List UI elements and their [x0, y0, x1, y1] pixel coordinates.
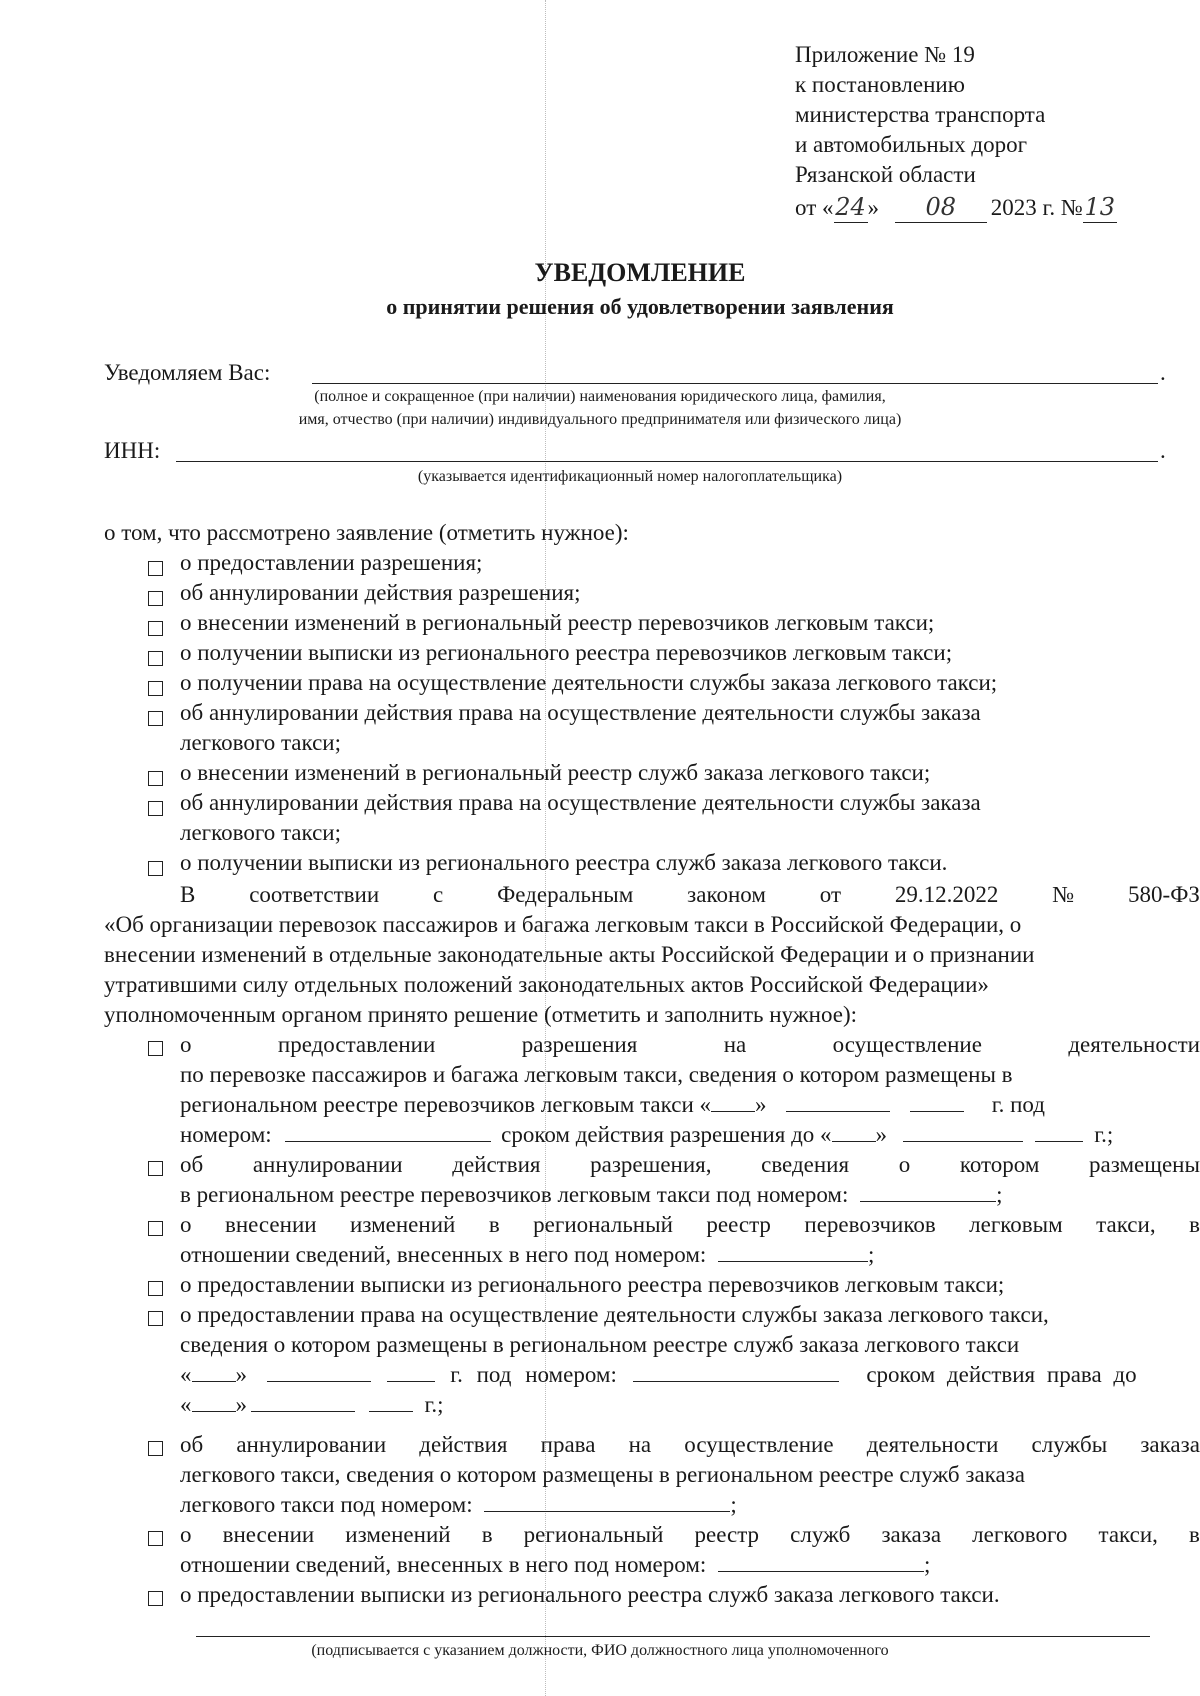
date-day: 24: [835, 193, 866, 221]
decision-word: региональный: [533, 1212, 673, 1237]
law-line-4: утратившими силу отдельных положений законодательных актов Российской Федерации»: [104, 972, 989, 997]
decision-word: внесении: [224, 1212, 317, 1237]
year-field[interactable]: [369, 1411, 413, 1412]
decision-word: действия: [419, 1432, 508, 1457]
checkbox-considered-9[interactable]: [148, 861, 163, 876]
considered-item-3: о внесении изменений в региональный реестр перевозчиков легковым такси;: [180, 610, 935, 635]
checkbox-decision-7[interactable]: [148, 1531, 163, 1546]
year-field[interactable]: [1035, 1141, 1083, 1142]
text: «: [180, 1362, 192, 1387]
considered-item-8-cont: легкового такси;: [180, 820, 341, 845]
text: »: [875, 1122, 888, 1147]
decision-word: службы: [1031, 1432, 1108, 1457]
decision-6-line-3: [180, 1490, 737, 1520]
notify-hint-2: имя, отчество (при наличии) индивидуального предпринимателя или физического лица): [298, 411, 902, 428]
decision-word: на: [723, 1032, 747, 1057]
signature-hint: (подписывается с указанием должности, ФИО должностного лица уполномоченного: [311, 1642, 889, 1659]
month-field[interactable]: [903, 1141, 1023, 1142]
text: ;: [868, 1242, 875, 1267]
law-word: от: [819, 882, 841, 907]
decision-5-line-3: [180, 1360, 1137, 1390]
month-field[interactable]: [786, 1111, 890, 1112]
decision-word: в: [481, 1522, 493, 1547]
date-prefix: от «: [795, 195, 834, 220]
decision-word: легкового: [972, 1522, 1068, 1547]
decision-word: об: [180, 1432, 204, 1457]
law-line-5: уполномоченным органом принято решение (отметить и заполнить нужное):: [104, 1002, 857, 1027]
day-field[interactable]: [192, 1381, 236, 1382]
decision-word: реестр: [694, 1522, 760, 1547]
header-line-3: министерства транспорта: [795, 102, 1046, 127]
year-field[interactable]: [910, 1111, 964, 1112]
law-word: с: [433, 882, 444, 907]
inn-label: ИНН:: [104, 438, 161, 463]
checkbox-considered-8[interactable]: [148, 801, 163, 816]
decision-word: региональный: [523, 1522, 664, 1547]
checkbox-decision-1[interactable]: [148, 1041, 163, 1056]
law-word: 580-ФЗ: [1128, 882, 1200, 907]
considered-item-7: о внесении изменений в региональный реестр служб заказа легкового такси;: [180, 760, 931, 785]
number-field[interactable]: [633, 1381, 839, 1382]
month-field[interactable]: [267, 1381, 371, 1382]
header-date-line: [795, 192, 1117, 223]
checkbox-considered-4[interactable]: [148, 651, 163, 666]
decision-word: в: [488, 1212, 500, 1237]
notify-end: .: [1160, 360, 1166, 385]
law-word: соответствии: [249, 882, 380, 907]
decision-6-line-2: легкового такси, сведения о котором размещены в региональном реестре служб заказа: [180, 1462, 1025, 1487]
decision-5-line-2: сведения о котором размещены в региональном реестре служб заказа легкового такси: [180, 1332, 1020, 1357]
law-line-3: внесении изменений в отдельные законодательные акты Российской Федерации и о признании: [104, 942, 1035, 967]
checkbox-decision-5[interactable]: [148, 1311, 163, 1326]
year-field[interactable]: [387, 1381, 435, 1382]
notify-hint-1: (полное и сокращенное (при наличии) наименования юридического лица, фамилия,: [314, 388, 886, 405]
text: сроком действия разрешения до «: [501, 1122, 832, 1147]
checkbox-decision-4[interactable]: [148, 1281, 163, 1296]
decision-word: на: [628, 1432, 652, 1457]
text: номером:: [180, 1122, 272, 1147]
decision-6-line-1: [180, 1430, 1200, 1460]
decision-word: внесении: [222, 1522, 315, 1547]
decision-word: размещены: [1089, 1152, 1200, 1177]
month-field[interactable]: [251, 1411, 355, 1412]
decision-word: котором: [959, 1152, 1040, 1177]
decision-2-line-2: [180, 1180, 1003, 1210]
decision-word: сведения: [761, 1152, 850, 1177]
day-field[interactable]: [832, 1141, 876, 1142]
date-month: 08: [895, 192, 987, 223]
decision-word: аннулировании: [236, 1432, 387, 1457]
decision-7-line-2: [180, 1550, 930, 1580]
number-field[interactable]: [718, 1571, 924, 1572]
day-field[interactable]: [711, 1111, 755, 1112]
decision-1-line-2: по перевозке пассажиров и багажа легковым такси, сведения о котором размещены в: [180, 1062, 1013, 1087]
decision-7-line-1: [180, 1520, 1200, 1550]
header-line-5: Рязанской области: [795, 162, 976, 187]
text: »: [755, 1092, 767, 1117]
checkbox-considered-3[interactable]: [148, 621, 163, 636]
checkbox-decision-2[interactable]: [148, 1161, 163, 1176]
decision-word: права: [540, 1432, 596, 1457]
text: »: [235, 1392, 247, 1417]
law-word: Федеральным: [497, 882, 634, 907]
checkbox-considered-5[interactable]: [148, 681, 163, 696]
considered-item-5: о получении права на осуществление деятельности службы заказа легкового такси;: [180, 670, 998, 695]
decision-word: предоставлении: [277, 1032, 436, 1057]
notify-label: Уведомляем Вас:: [104, 360, 271, 385]
decision-4: о предоставлении выписки из регионального реестра перевозчиков легковым такси;: [180, 1272, 1005, 1297]
text: ;: [996, 1182, 1003, 1207]
date-year: 2023 г. №: [990, 195, 1083, 220]
decision-1-line-3: [180, 1090, 1045, 1120]
decision-word: о: [898, 1152, 911, 1177]
decision-5-line-4: [180, 1390, 443, 1420]
considered-intro: о том, что рассмотрено заявление (отметить нужное):: [104, 520, 629, 545]
law-word: В: [180, 882, 196, 907]
text: г.;: [1094, 1122, 1114, 1147]
checkbox-considered-2[interactable]: [148, 591, 163, 606]
law-word: №: [1052, 882, 1075, 907]
header-line-1: Приложение № 19: [795, 42, 975, 67]
decision-word: о: [180, 1522, 192, 1547]
header-line-2: к постановлению: [795, 72, 965, 97]
text: отношении сведений, внесенных в него под номером:: [180, 1552, 707, 1577]
number-field[interactable]: [718, 1261, 868, 1262]
considered-item-4: о получении выписки из регионального реестра перевозчиков легковым такси;: [180, 640, 953, 665]
decision-word: о: [180, 1212, 192, 1237]
decision-8: о предоставлении выписки из регионального реестра служб заказа легкового такси.: [180, 1582, 1000, 1607]
text: «: [180, 1392, 192, 1417]
law-word: 29.12.2022: [894, 882, 999, 907]
decision-word: разрешения: [521, 1032, 638, 1057]
decision-5-line-1: о предоставлении права на осуществление деятельности службы заказа легкового такси,: [180, 1302, 1049, 1327]
law-line-2: «Об организации перевозок пассажиров и багажа легковым такси в Российской Федерации, о: [104, 912, 1022, 937]
page-title: УВЕДОМЛЕНИЕ: [534, 258, 746, 287]
text: г.;: [424, 1392, 444, 1417]
law-line-1: [180, 880, 1200, 910]
checkbox-considered-1[interactable]: [148, 561, 163, 576]
text: »: [235, 1362, 247, 1387]
decision-word: реестр: [706, 1212, 771, 1237]
decision-word: осуществление: [684, 1432, 834, 1457]
decision-word: перевозчиков: [804, 1212, 936, 1237]
inn-end: .: [1160, 438, 1166, 463]
decision-word: легковым: [969, 1212, 1063, 1237]
decision-word: заказа: [1140, 1432, 1200, 1457]
considered-item-6: об аннулировании действия права на осуществление деятельности службы заказа: [180, 700, 981, 725]
number-field[interactable]: [484, 1511, 730, 1512]
decision-word: деятельности: [1068, 1032, 1200, 1057]
text: г. под: [991, 1092, 1045, 1117]
text: региональном реестре перевозчиков легковым такси «: [180, 1092, 711, 1117]
text: легкового такси под номером:: [180, 1492, 473, 1517]
considered-item-9: о получении выписки из регионального реестра служб заказа легкового такси.: [180, 850, 948, 875]
text: ;: [924, 1552, 931, 1577]
decision-word: деятельности: [866, 1432, 999, 1457]
considered-item-2: об аннулировании действия разрешения;: [180, 580, 581, 605]
signature-line[interactable]: [196, 1636, 1150, 1637]
inn-hint: (указывается идентификационный номер налогоплательщика): [417, 468, 843, 485]
decision-word: заказа: [881, 1522, 942, 1547]
decision-word: такси,: [1096, 1212, 1156, 1237]
decision-1-line-4: [180, 1120, 1113, 1150]
decision-word: осуществление: [832, 1032, 982, 1057]
considered-item-8: об аннулировании действия права на осуществление деятельности службы заказа: [180, 790, 981, 815]
decision-1-line-1: [180, 1030, 1200, 1060]
text: г. под номером:: [450, 1362, 617, 1387]
decision-3-line-2: [180, 1240, 874, 1270]
text: отношении сведений, внесенных в него под номером:: [180, 1242, 707, 1267]
day-field[interactable]: [192, 1411, 236, 1412]
page-subtitle: о принятии решения об удовлетворении заявления: [386, 294, 894, 319]
checkbox-considered-6[interactable]: [148, 711, 163, 726]
text: в региональном реестре перевозчиков легковым такси под номером:: [180, 1182, 849, 1207]
law-word: законом: [687, 882, 766, 907]
decision-word: аннулировании: [252, 1152, 403, 1177]
checkbox-decision-8[interactable]: [148, 1591, 163, 1606]
decision-word: служб: [790, 1522, 851, 1547]
decision-word: разрешения,: [590, 1152, 712, 1177]
decision-word: в: [1189, 1212, 1200, 1237]
checkbox-decision-3[interactable]: [148, 1221, 163, 1236]
decision-word: об: [180, 1152, 204, 1177]
checkbox-decision-6[interactable]: [148, 1441, 163, 1456]
inn-field-line[interactable]: [176, 461, 1158, 462]
number-field[interactable]: [285, 1141, 491, 1142]
header-line-4: и автомобильных дорог: [795, 132, 1028, 157]
decision-word: такси,: [1098, 1522, 1158, 1547]
text: сроком действия права до: [866, 1362, 1137, 1387]
decision-word: изменений: [345, 1522, 451, 1547]
notify-field-line[interactable]: [312, 383, 1158, 384]
decision-word: изменений: [350, 1212, 456, 1237]
text: ;: [730, 1492, 737, 1517]
date-mid: »: [867, 195, 879, 220]
decision-3-line-1: [180, 1210, 1200, 1240]
considered-item-1: о предоставлении разрешения;: [180, 550, 483, 575]
doc-number: 13: [1084, 193, 1116, 221]
considered-item-6-cont: легкового такси;: [180, 730, 341, 755]
number-field[interactable]: [860, 1201, 996, 1202]
decision-word: действия: [452, 1152, 541, 1177]
decision-word: о: [180, 1032, 192, 1057]
decision-2-line-1: [180, 1150, 1200, 1180]
checkbox-considered-7[interactable]: [148, 771, 163, 786]
decision-word: в: [1189, 1522, 1200, 1547]
